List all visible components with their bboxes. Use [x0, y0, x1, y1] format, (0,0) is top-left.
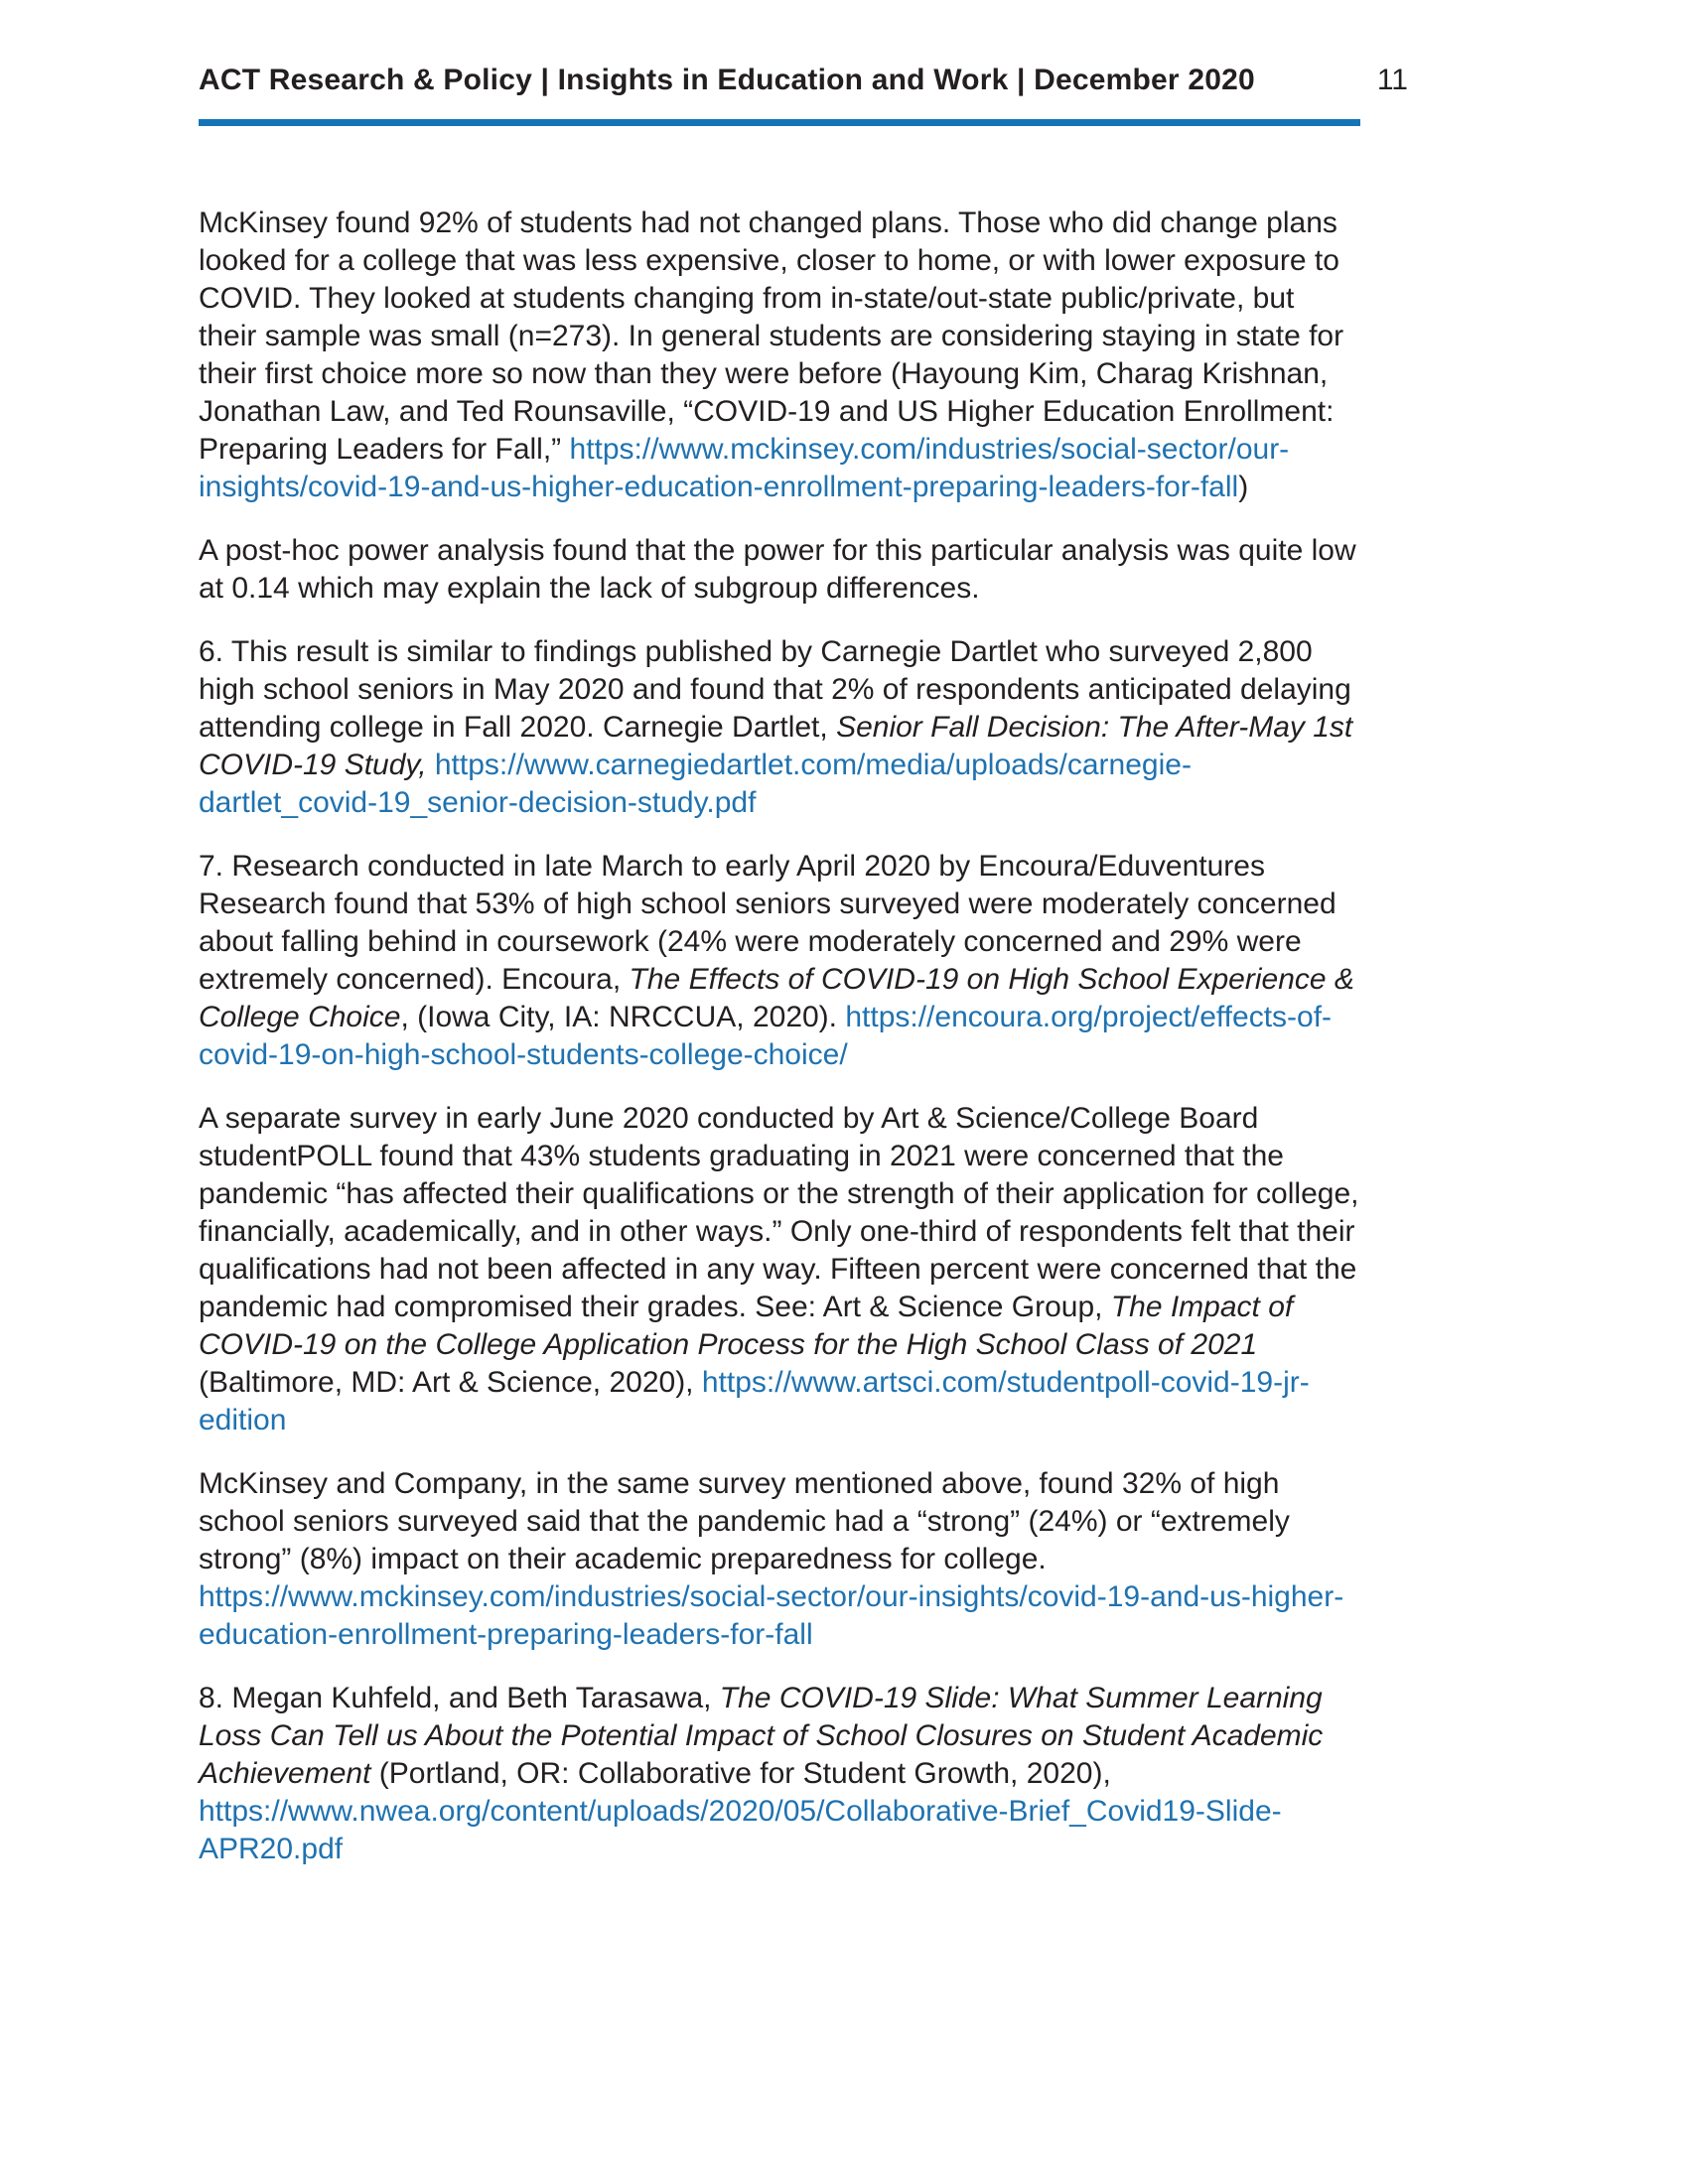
hyperlink[interactable]: https://www.mckinsey.com/industries/social-sector/our-insights/covid-19-and-us-higher-education-enrollment-preparing-leaders-for-fall: [199, 1580, 1344, 1651]
hyperlink[interactable]: https://www.artsci.com/studentpoll-covid-19-jr-edition: [199, 1366, 1310, 1436]
text-run: (Portland, OR: Collaborative for Student Growth, 2020),: [370, 1757, 1111, 1790]
text-run: [427, 749, 435, 781]
page-number: 11: [1376, 64, 1408, 96]
text-run: The Effects of COVID-19 on High School Experience & College Choice: [199, 963, 1354, 1033]
page-header: [199, 64, 1408, 97]
text-run: McKinsey found 92% of students had not changed plans. Those who did change plans looked for a college that was less expensive, closer to home, or with lower exposure to COVID. They looked at students changing from in-state/out-state public/private, but their sample was small (n=273). In general students are considering staying in state for their first choice more so now than they were before (Hayoung Kim, Charag Krishnan, Jonathan Law, and Ted Rounsaville, “COVID-19 and US Higher Education Enrollment: Preparing Leaders for Fall,”: [199, 206, 1344, 466]
text-run: McKinsey and Company, in the same survey mentioned above, found 32% of high school seniors surveyed said that the pandemic had a “strong” (24%) or “extremely strong” (8%) impact on their academic preparedness for college.: [199, 1467, 1290, 1575]
text-run: , (Iowa City, IA: NRCCUA, 2020).: [400, 1001, 846, 1033]
text-run: 6. This result is similar to findings published by Carnegie Dartlet who surveyed 2,800 high school seniors in May 2020 and found that 2% of respondents anticipated delaying attending college in Fall 2020. Carnegie Dartlet,: [199, 635, 1351, 744]
hyperlink[interactable]: https://www.mckinsey.com/industries/social-sector/our-insights/covid-19-and-us-higher-education-enrollment-preparing-leaders-for-fall: [199, 433, 1290, 503]
hyperlink[interactable]: https://www.carnegiedartlet.com/media/uploads/carnegie-dartlet_covid-19_senior-decision-study.pdf: [199, 749, 1192, 819]
text-run: 8. Megan Kuhfeld, and Beth Tarasawa,: [199, 1682, 720, 1714]
paragraph: [199, 205, 1360, 506]
header-rule: [199, 119, 1360, 126]
paragraph: [199, 1100, 1360, 1439]
text-run: 7. Research conducted in late March to early April 2020 by Encoura/Eduventures Research found that 53% of high school seniors surveyed were moderately concerned about falling behind in coursework (24% were moderately concerned and 29% were extremely concerned). Encoura,: [199, 850, 1336, 996]
paragraph: [199, 1465, 1360, 1654]
header-title: ACT Research & Policy | Insights in Education and Work | December 2020: [199, 64, 1255, 96]
text-run: The COVID-19 Slide: What Summer Learning Loss Can Tell us About the Potential Impact of School Closures on Student Academic Achievement: [199, 1682, 1324, 1790]
paragraph: [199, 848, 1360, 1074]
hyperlink[interactable]: https://encoura.org/project/effects-of-covid-19-on-high-school-students-college-choice/: [199, 1001, 1333, 1071]
hyperlink[interactable]: https://www.nwea.org/content/uploads/2020/05/Collaborative-Brief_Covid19-Slide-APR20.pdf: [199, 1795, 1282, 1865]
text-run: ): [1238, 471, 1249, 503]
text-run: Senior Fall Decision: The After-May 1st COVID-19 Study,: [199, 711, 1353, 781]
text-run: A separate survey in early June 2020 conducted by Art & Science/College Board studentPOLL found that 43% students graduating in 2021 were concerned that the pandemic “has affected their qualifications or the strength of their application for college, financially, academically, and in other ways.” Only one-third of respondents felt that their qualifications had not been affected in any way. Fifteen percent were concerned that the pandemic had compromised their grades. See: Art & Science Group,: [199, 1102, 1359, 1323]
text-run: A post-hoc power analysis found that the power for this particular analysis was quite low at 0.14 which may explain the lack of subgroup differences.: [199, 534, 1356, 605]
paragraph: [199, 1680, 1360, 1868]
document-body: [199, 205, 1360, 1894]
paragraph: [199, 633, 1360, 822]
text-run: The Impact of COVID-19 on the College Application Process for the High School Class of 2021: [199, 1291, 1294, 1361]
text-run: (Baltimore, MD: Art & Science, 2020),: [199, 1366, 702, 1399]
paragraph: [199, 532, 1360, 608]
